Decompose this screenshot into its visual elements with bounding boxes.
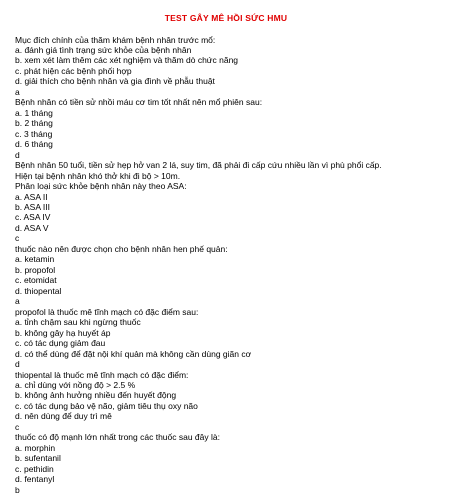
text-line: a. đánh giá tình trạng sức khỏe của bệnh nhân	[15, 45, 447, 55]
text-line: b. sufentanil	[15, 453, 447, 463]
text-line: a. tỉnh chậm sau khi ngừng thuốc	[15, 317, 447, 327]
text-line: c. 3 tháng	[15, 129, 447, 139]
text-line: Phân loại sức khỏe bệnh nhân này theo ASA:	[15, 181, 447, 191]
text-line: Hiện tại bệnh nhân khó thở khi đi bộ > 10m.	[15, 171, 447, 181]
document-title: TEST GÂY MÊ HỒI SỨC HMU	[0, 12, 452, 24]
text-line: c. có tác dụng bảo vệ não, giảm tiêu thụ oxy não	[15, 401, 447, 411]
text-line: d. 6 tháng	[15, 139, 447, 149]
text-line: thiopental là thuốc mê tĩnh mạch có đặc điểm:	[15, 370, 447, 380]
text-line: d. thiopental	[15, 286, 447, 296]
text-line: b. propofol	[15, 265, 447, 275]
text-line: b. ASA III	[15, 202, 447, 212]
text-line: c. pethidin	[15, 464, 447, 474]
text-line: a. 1 tháng	[15, 108, 447, 118]
text-line: c. ASA IV	[15, 212, 447, 222]
text-line: Bệnh nhân có tiền sử nhồi máu cơ tim tốt nhất nên mổ phiên sau:	[15, 97, 447, 107]
text-line: c. phát hiện các bệnh phối hợp	[15, 66, 447, 76]
text-line: a. ASA II	[15, 192, 447, 202]
text-line: d. fentanyl	[15, 474, 447, 484]
text-line: c. có tác dụng giảm đau	[15, 338, 447, 348]
text-line: c. etomidat	[15, 275, 447, 285]
text-line: a. chỉ dùng với nồng độ > 2.5 %	[15, 380, 447, 390]
text-line: d	[15, 150, 447, 160]
text-line: a	[15, 296, 447, 306]
text-line: Bệnh nhân 50 tuổi, tiền sử hẹp hở van 2 lá, suy tim, đã phải đi cấp cứu nhiều lần vì phù phổi cấp.	[15, 160, 447, 170]
text-line: thuốc nào nên được chọn cho bệnh nhân hen phế quản:	[15, 244, 447, 254]
text-line: a. morphin	[15, 443, 447, 453]
text-line: d. nên dùng để duy trì mê	[15, 411, 447, 421]
text-line: d. ASA V	[15, 223, 447, 233]
text-line: a. ketamin	[15, 254, 447, 264]
text-line: b. không ảnh hưởng nhiều đến huyết động	[15, 390, 447, 400]
text-line: b. 2 tháng	[15, 118, 447, 128]
document-body	[15, 35, 447, 495]
text-line: b	[15, 485, 447, 495]
text-line: a	[15, 87, 447, 97]
text-line: c	[15, 422, 447, 432]
text-line: d. có thể dùng để đặt nội khí quản mà không cần dùng giãn cơ	[15, 349, 447, 359]
text-line: propofol là thuốc mê tĩnh mạch có đặc điểm sau:	[15, 307, 447, 317]
text-line: c	[15, 233, 447, 243]
text-line: b. không gây hạ huyết áp	[15, 328, 447, 338]
text-line: d. giải thích cho bệnh nhân và gia đình về phẫu thuật	[15, 76, 447, 86]
text-line: Mục đích chính của thăm khám bệnh nhân trước mổ:	[15, 35, 447, 45]
text-line: b. xem xét làm thêm các xét nghiệm và thăm dò chức năng	[15, 55, 447, 65]
text-line: d	[15, 359, 447, 369]
text-line: thuốc có độ mạnh lớn nhất trong các thuốc sau đây là:	[15, 432, 447, 442]
